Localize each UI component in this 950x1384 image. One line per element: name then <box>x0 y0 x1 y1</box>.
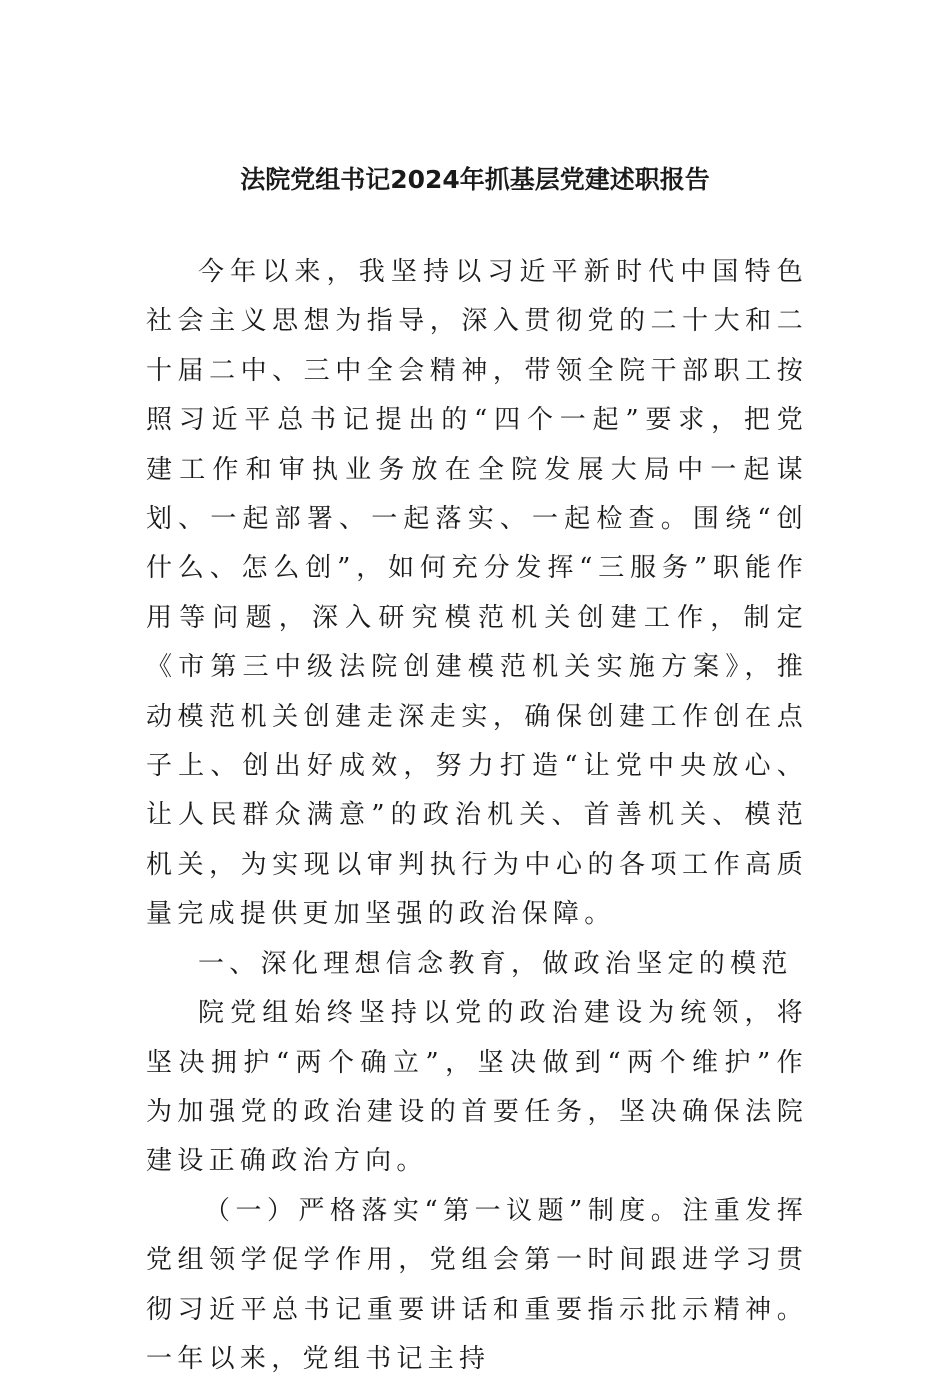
section-heading-1: 一、深化理想信念教育，做政治坚定的模范 <box>198 948 793 979</box>
subsection-1-paragraph: （一）严格落实“第一议题”制度。注重发挥党组领学促学作用，党组会第一时间跟进学习贯彻习近平总书记重要讲话和重要指示批示精神。一年以来，党组书记主持 <box>146 1195 808 1374</box>
intro-paragraph: 今年以来，我坚持以习近平新时代中国特色社会主义思想为指导，深入贯彻党的二十大和二十届二中、三中全会精神，带领全院干部职工按照习近平总书记提出的“四个一起”要求，把党建工作和审执业务放在全院发展大局中一起谋划、一起部署、一起落实、一起检查。围绕“创什么、怎么创”，如何充分发挥“三服务”职能作用等问题，深入研究模范机关创建工作，制定《市第三中级法院创建模范机关实施方案》，推动模范机关创建走深走实，确保创建工作创在点子上、创出好成效，努力打造“让党中央放心、让人民群众满意”的政治机关、首善机关、模范机关，为实现以审判执行为中心的各项工作高质量完成提供更加坚强的政治保障。 <box>146 257 808 930</box>
document-body <box>146 248 808 1384</box>
section-1-paragraph: 院党组始终坚持以党的政治建设为统领，将坚决拥护“两个确立”，坚决做到“两个维护”作为加强党的政治建设的首要任务，坚决确保法院建设正确政治方向。 <box>146 998 808 1177</box>
document-title: 法院党组书记2024年抓基层党建述职报告 <box>240 165 710 194</box>
